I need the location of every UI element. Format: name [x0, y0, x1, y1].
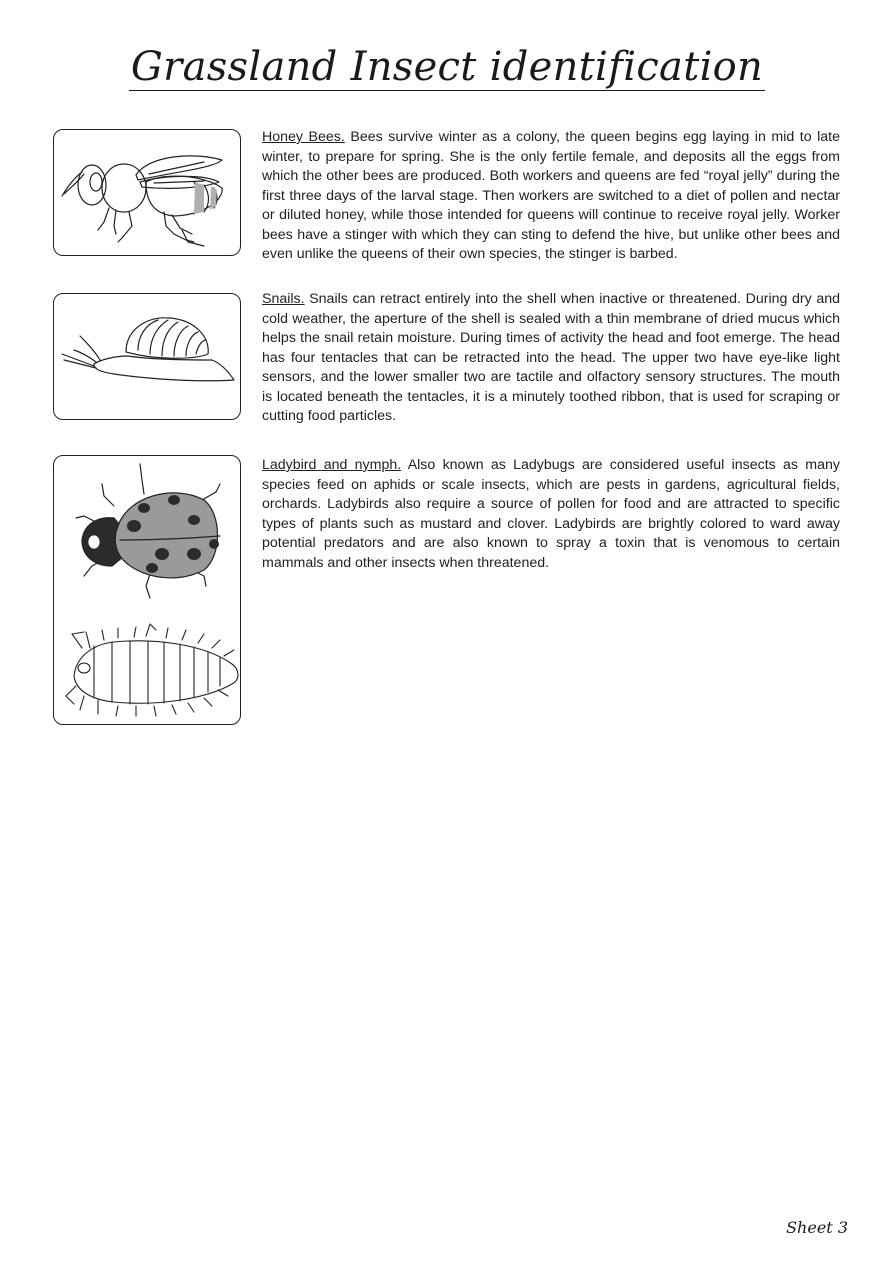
honey-bee-heading: Honey Bees.: [262, 129, 345, 145]
ladybird-heading: Ladybird and nymph.: [262, 457, 402, 473]
snail-paragraph: [262, 290, 840, 427]
honey-bee-paragraph: [262, 128, 840, 265]
page-title-wrap: [0, 44, 894, 90]
honey-bee-text: Bees survive winter as a colony, the queen begins egg laying in mid to late winter, to prepare for spring. She is the only fertile female, and deposits all the eggs from which the other bees are produced. Both workers and queens are fed “royal jelly” during the first three days of the larval stage. Then workers are switched to a diet of pollen and nectar or diluted honey, while those intended for queens will continue to receive royal jelly. Worker bees have a stinger with which they can sting to defend the hive, but unlike other bees and even unlike the queens of their own species, the stinger is barbed.: [262, 129, 840, 262]
ladybird-card: [53, 455, 241, 725]
snail-heading: Snails.: [262, 291, 305, 307]
sheet-number: Sheet 3: [786, 1218, 848, 1237]
ladybird-paragraph: [262, 456, 840, 573]
honey-bee-card: [53, 129, 241, 256]
snail-icon: [54, 294, 241, 418]
snail-text: Snails can retract entirely into the shell when inactive or threatened. During dry and cold weather, the aperture of the shell is sealed with a thin membrane of dried mucus which helps the snail retain moisture. During times of activity the head and foot emerge. The head has four tentacles that can be retracted into the head. The upper two have eye-like light sensors, and the lower smaller two are tactile and olfactory sensory structures. The mouth is located beneath the tentacles, it is a minutely toothed ribbon, that is used for scraping or cutting food particles.: [262, 291, 840, 424]
page-title: Grassland Insect identification: [130, 44, 764, 90]
ladybird-text: Also known as Ladybugs are considered useful insects as many species feed on aphids or scale insects, which are pests in gardens, agricultural fields, orchards. Ladybirds also require a source of pollen for food and are attracted to specific types of plants such as mustard and clover. Ladybirds are brightly colored to ward away potential predators and are also known to spray a toxin that is venomous to certain mammals and other insects when threatened.: [262, 457, 840, 571]
honey-bee-icon: [54, 130, 241, 254]
snail-card: [53, 293, 241, 420]
ladybird-icon: [54, 456, 241, 724]
